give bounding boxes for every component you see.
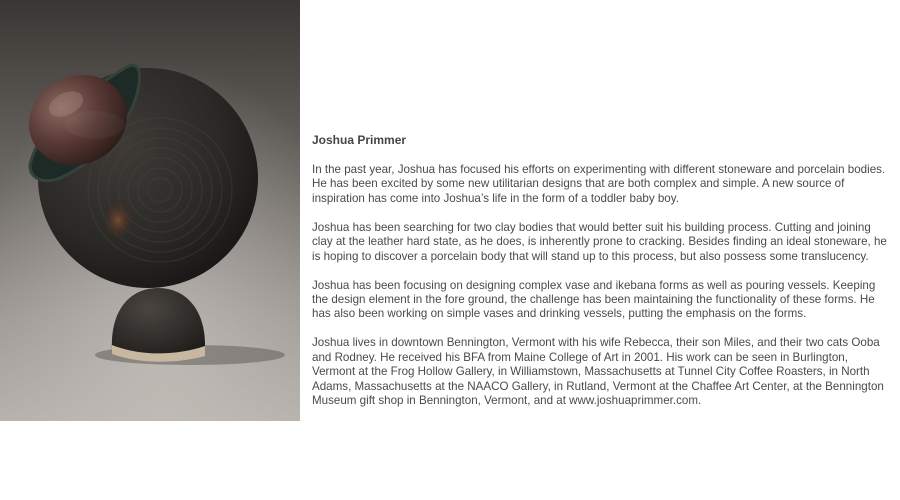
bio-paragraph: Joshua has been focusing on designing complex vase and ikebana forms as well as pouring vessels. Keeping the design element in the fore ground, the challenge has been maintaining the functionality of these forms. He has also been working on simple vases and drinking vessels, putting the emphasis on the forms. xyxy=(312,278,876,321)
artwork-photo xyxy=(0,0,300,421)
bio-paragraph: In the past year, Joshua has focused his efforts on experimenting with different stoneware and porcelain bodies. He has been excited by some new utilitarian designs that are both complex and simple. A new source of inspiration has come into Joshua’s life in the form of a toddler baby boy. xyxy=(312,163,886,205)
artist-name: Joshua Primmer xyxy=(312,133,407,147)
bio-paragraph: Joshua has been searching for two clay bodies that would better suit his building process. Cutting and joining clay at the leather hard state, as he does, is inherently prone to cracking. Besides finding an ideal stoneware, he is hoping to discover a porcelain body that will stand up to this process, but also possess some translucency. xyxy=(312,220,887,263)
bio-paragraph: Joshua lives in downtown Bennington, Vermont with his wife Rebecca, their son Miles, and their two cats Ooba and Rodney. He received his BFA from Maine College of Art in 2001. His work can be seen in Burlington, Vermont at the Frog Hollow Gallery, in Williamstown, Massachusetts at Tunnel City Coffee Roasters, in North Adams, Massachusetts at the NAACO Gallery, in Rutland, Vermont at the Chaffee Art Center, at the Bennington Museum gift shop in Bennington, Vermont, and at www.joshuaprimmer.com. xyxy=(312,336,884,408)
artist-bio xyxy=(312,133,890,423)
